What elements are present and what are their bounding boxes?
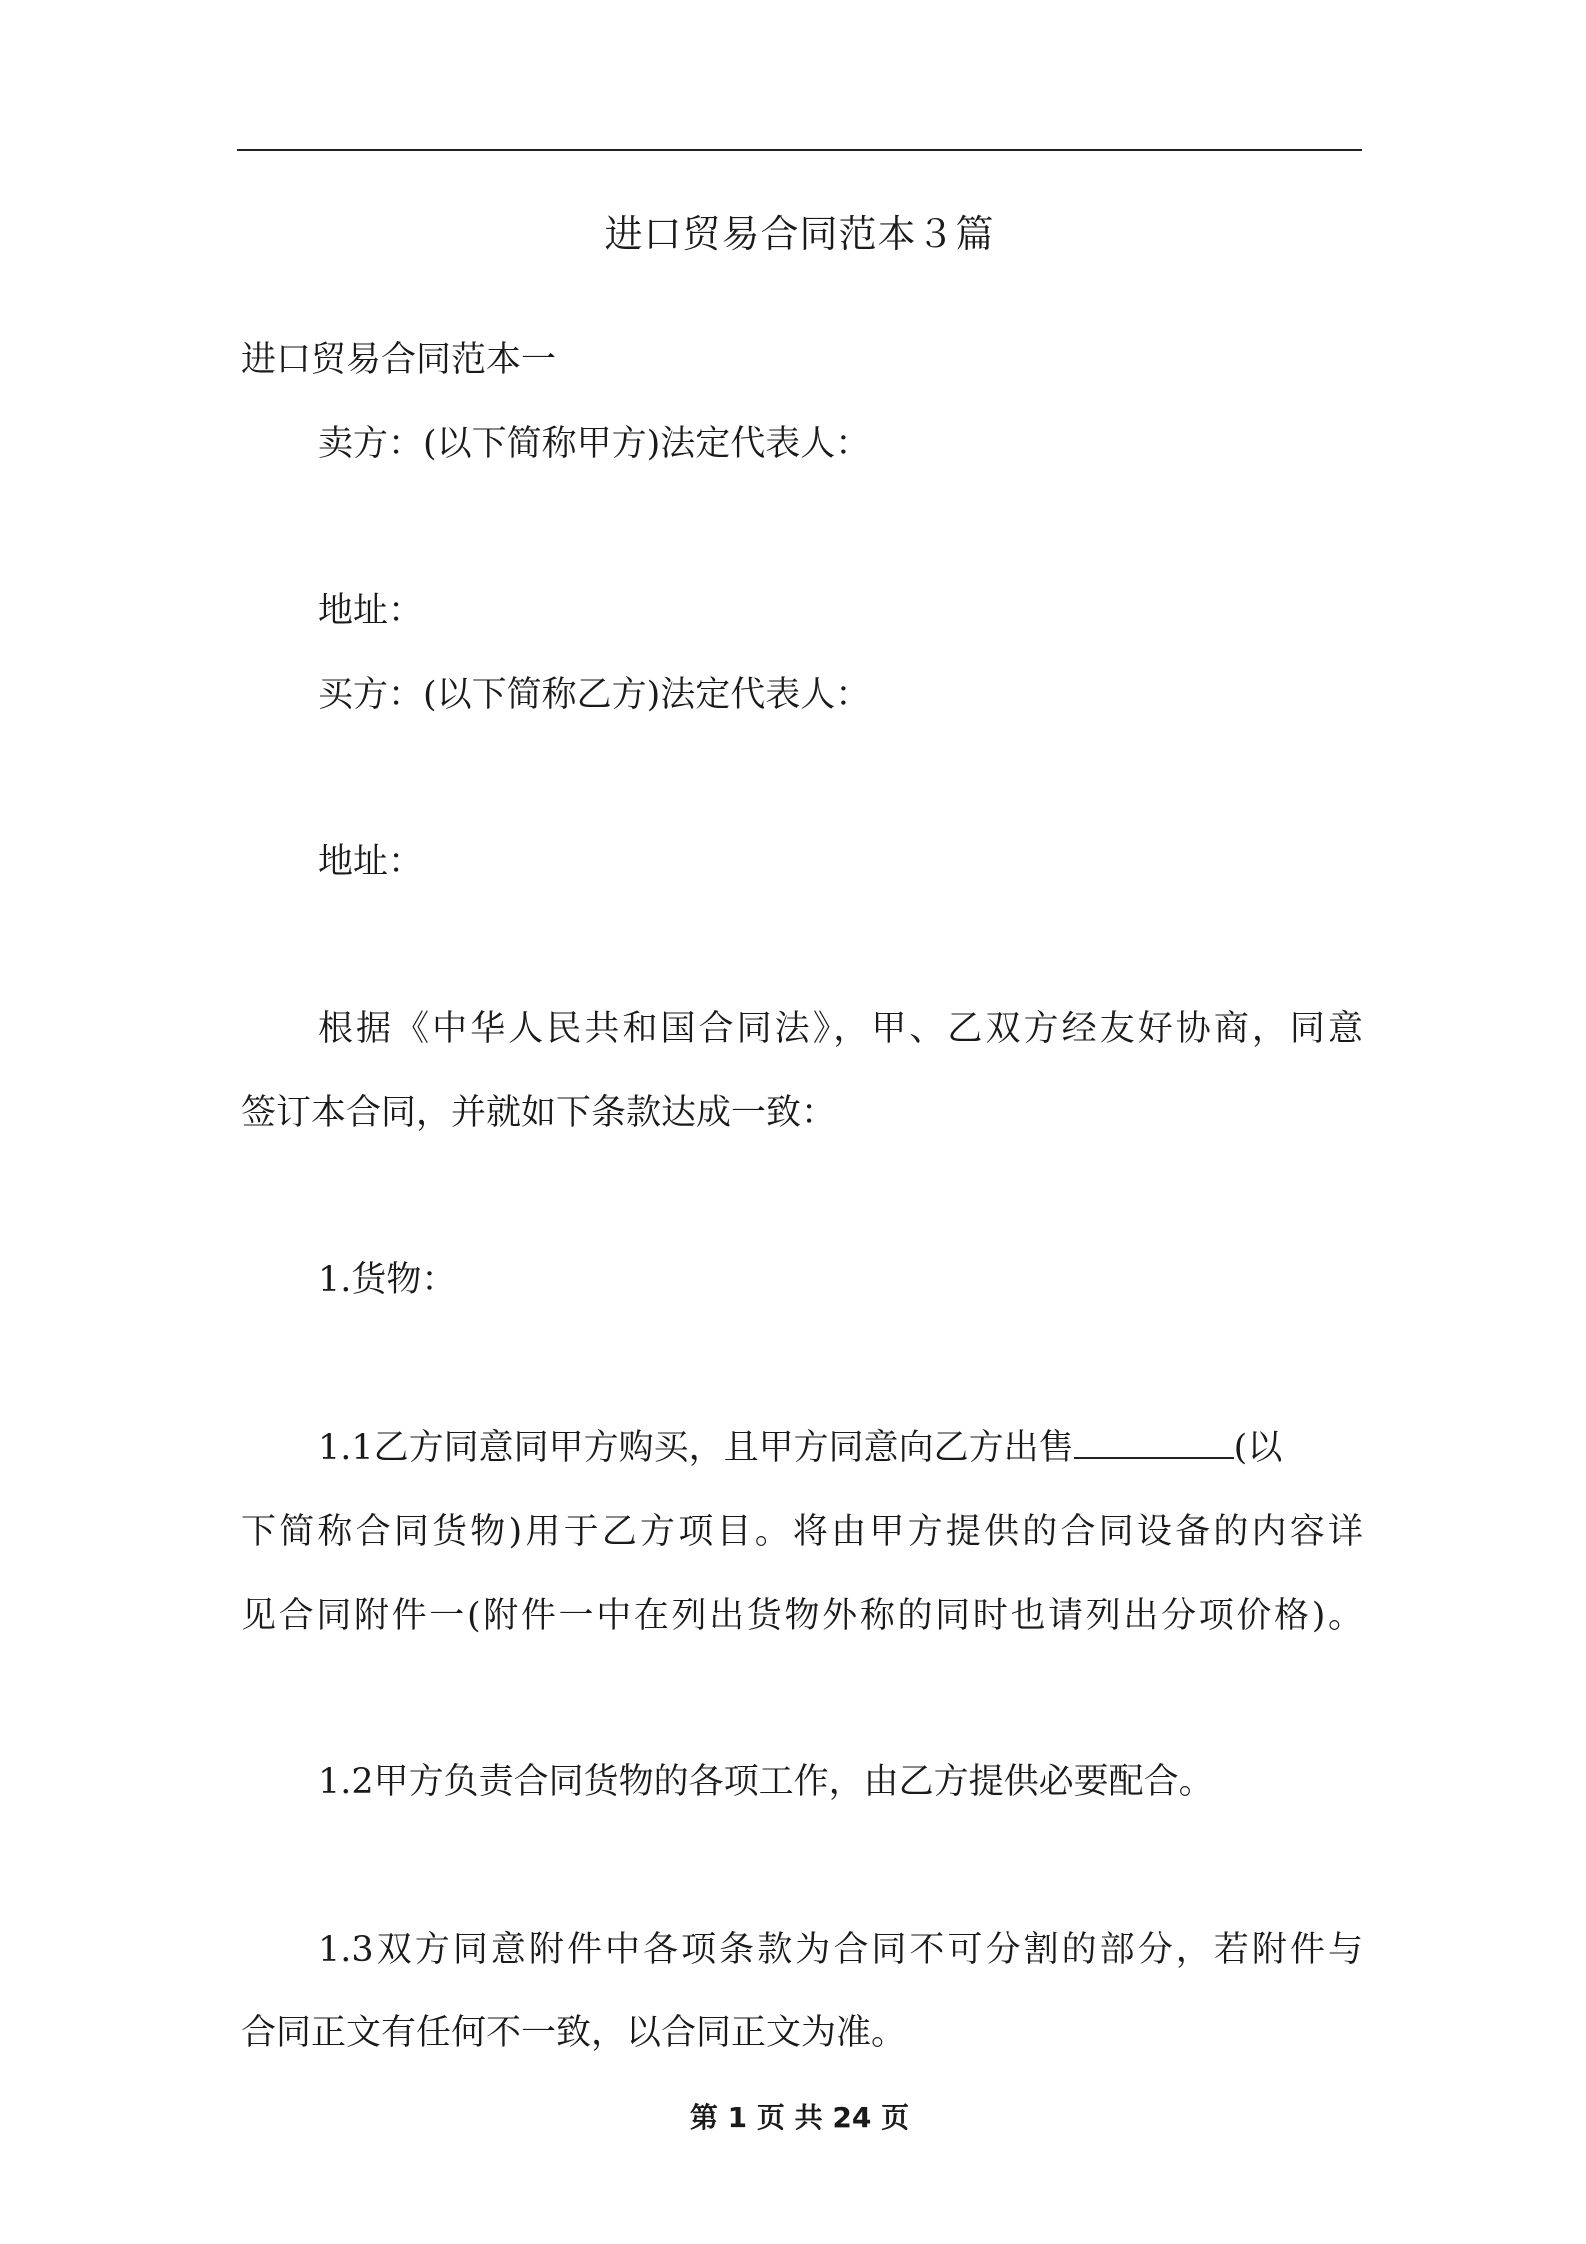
clause-1-3-line-2: 合同正文有任何不一致，以合同正文为准。 <box>241 2013 907 2053</box>
intro-line-1: 根据《中华人民共和国合同法》，甲、乙双方经友好协商，同意 <box>318 1009 1363 1049</box>
footer-page-number: 1 <box>727 2101 748 2134</box>
clause-1-1-line-3: 见合同附件一(附件一中在列出货物外称的同时也请列出分项价格)。 <box>241 1596 1363 1636</box>
buyer-line: 买方：(以下简称乙方)法定代表人： <box>318 675 871 715</box>
footer-suffix: 页 <box>881 2101 910 2134</box>
clause-1-1-text: 1.1乙方同意同甲方购买，且甲方同意向乙方出售 <box>318 1428 1074 1468</box>
section-1-heading: 1.货物： <box>318 1260 457 1300</box>
footer-total-pages: 24 <box>832 2101 872 2134</box>
seller-address: 地址： <box>318 591 424 631</box>
footer-middle: 页 共 <box>756 2101 823 2134</box>
goods-fill-blank <box>1074 1423 1234 1459</box>
clause-1-2: 1.2甲方负责合同货物的各项工作，由乙方提供必要配合。 <box>318 1762 1214 1802</box>
document-title: 进口贸易合同范本３篇 <box>604 212 995 256</box>
clause-1-3-line-1: 1.3双方同意附件中各项条款为合同不可分割的部分，若附件与 <box>318 1930 1363 1970</box>
seller-line: 卖方：(以下简称甲方)法定代表人： <box>318 424 871 464</box>
intro-line-2: 签订本合同，并就如下条款达成一致： <box>241 1093 837 1133</box>
footer-prefix: 第 <box>689 2101 718 2134</box>
clause-1-1-line-1 <box>318 1423 1363 1473</box>
clause-1-1-tail: (以 <box>1233 1428 1283 1468</box>
page-footer <box>237 2098 1362 2138</box>
header-rule <box>237 149 1362 151</box>
clause-1-1-line-2: 下简称合同货物)用于乙方项目。将由甲方提供的合同设备的内容详 <box>241 1512 1363 1552</box>
buyer-address: 地址： <box>318 842 424 882</box>
contract-subtitle: 进口贸易合同范本一 <box>241 340 557 380</box>
